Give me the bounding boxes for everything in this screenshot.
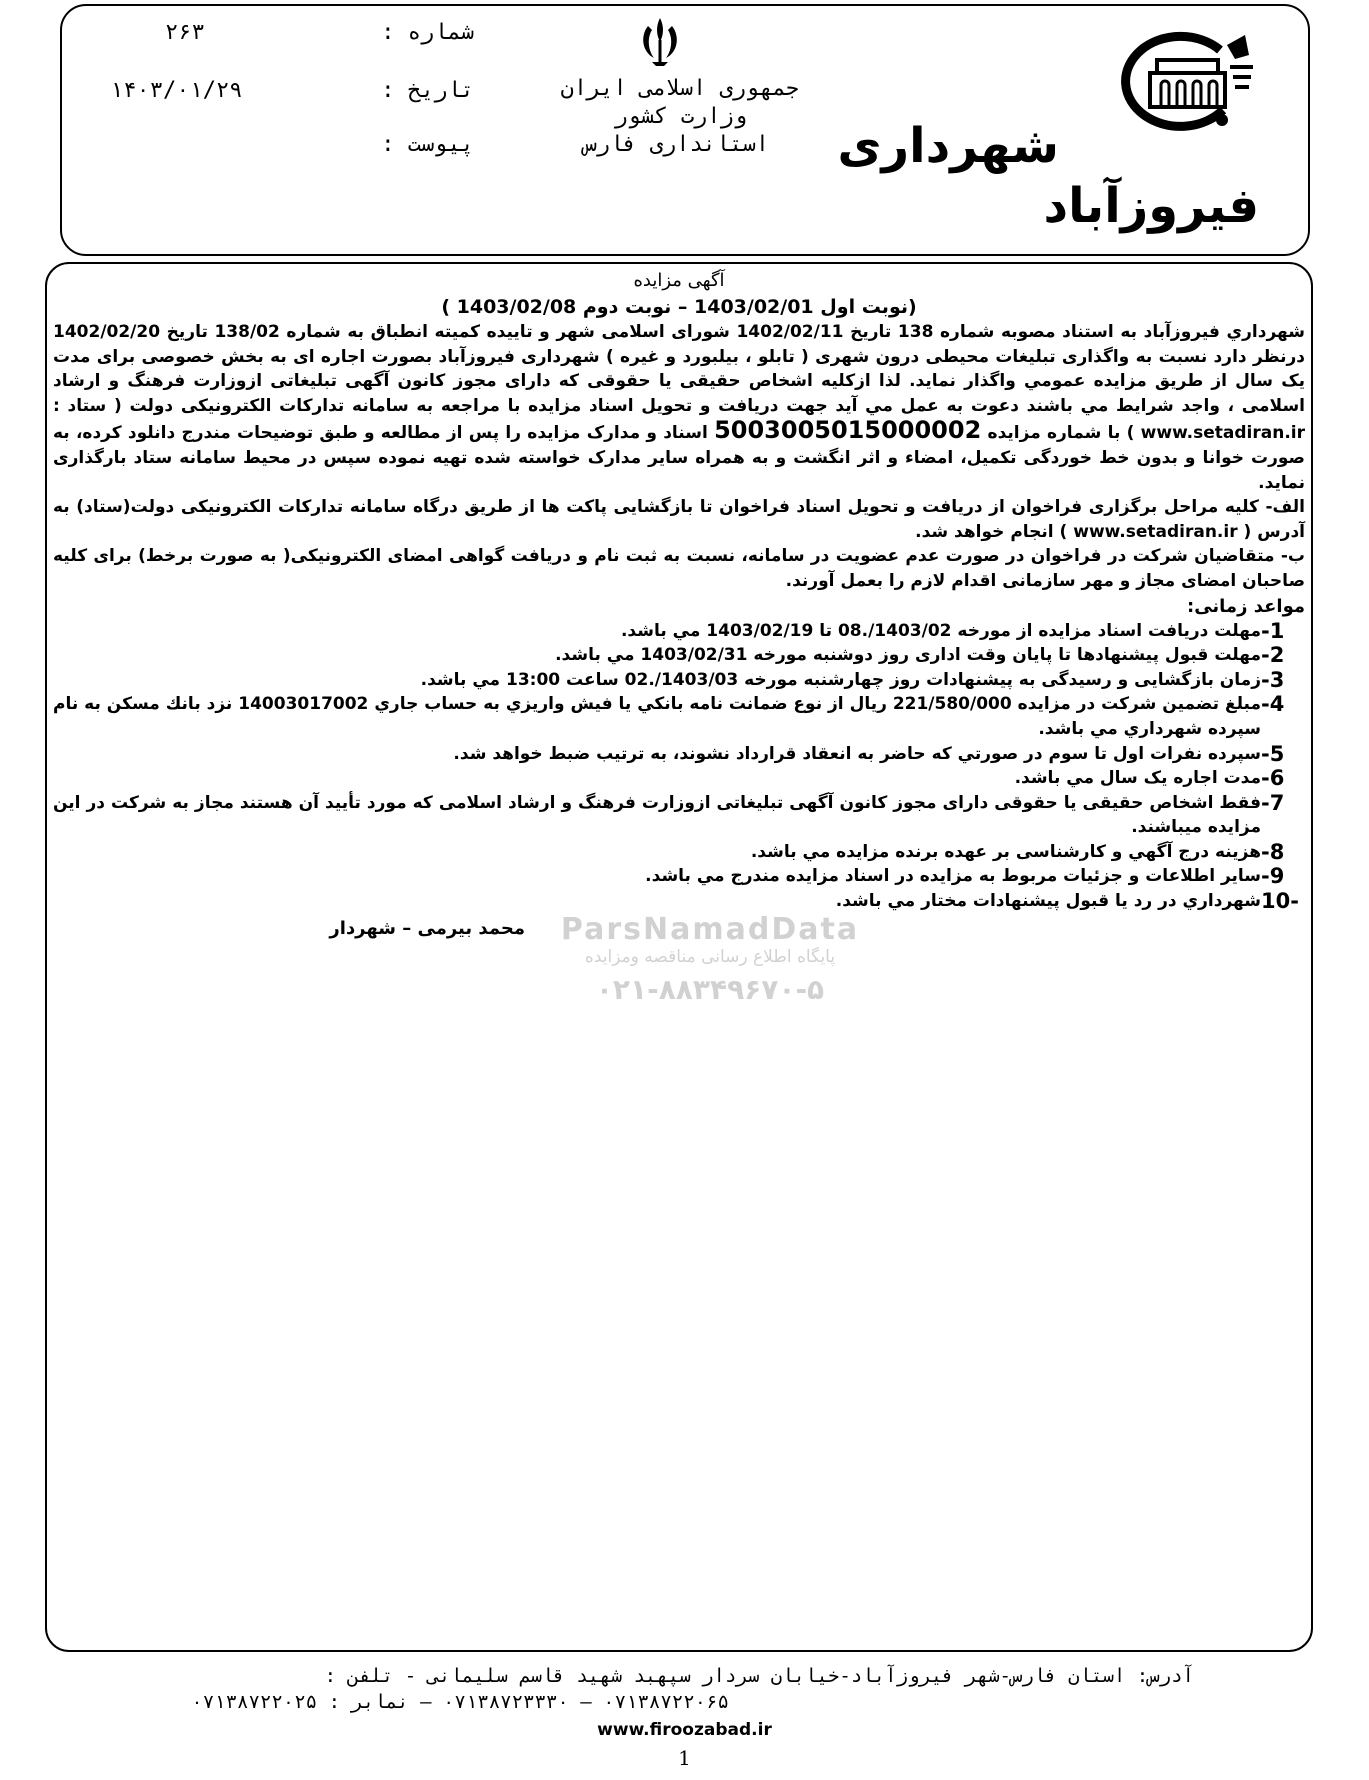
deadlines-heading: مواعد زمانی: bbox=[1187, 595, 1305, 617]
deadline-list bbox=[53, 619, 1305, 914]
date-label: تاریخ : bbox=[381, 78, 474, 103]
notice-intro bbox=[53, 320, 1305, 495]
item-text: مبلغ تضمين شركت در مزايده 221/580/000 ريال از نوع ضمانت نامه بانكي يا فيش واريزي به حساب جاري 14003017002 نزد بانك مسكن به نام سپرده شهرداري مي باشد. bbox=[53, 694, 1262, 739]
notice-title: آگهی مزایده bbox=[633, 270, 725, 291]
gov-line-3: استانداری فارس bbox=[583, 132, 769, 157]
list-item bbox=[53, 619, 1305, 644]
iran-emblem-icon bbox=[630, 12, 690, 72]
watermark-desc: پایگاه اطلاع رسانی مناقصه ومزایده bbox=[584, 947, 836, 967]
list-item bbox=[53, 643, 1305, 668]
item-text: فقط اشخاص حقيقی يا حقوقی دارای مجوز كانون آگهی تبليغاتی ازوزارت فرهنگ و ارشاد اسلامی كه مورد تأييد آن هستند مجاز به شركت در اين مزايده میباشند. bbox=[53, 792, 1261, 838]
list-item bbox=[53, 766, 1305, 791]
item-text: مدت اجاره يک سال مي باشد. bbox=[1014, 768, 1261, 789]
notice-rounds: (نوبت اول 1403/02/01 – نوبت دوم 1403/02/08 ) bbox=[441, 296, 917, 318]
clause-b: ب- متقاضيان شركت در فراخوان در صورت عدم عضويت در سامانه، نسبت به ثبت نام و دريافت گواهی امضای الكترونيكی( به صورت برخط) برای كليه صاحبان امضای مجاز و مهر سازمانی اقدام لازم را بعمل آورند. bbox=[53, 546, 1305, 591]
list-item bbox=[53, 742, 1305, 767]
list-item bbox=[53, 668, 1305, 693]
item-number: -6 bbox=[1261, 766, 1285, 791]
item-number: -5 bbox=[1261, 741, 1285, 766]
item-text: مهلت قبول پيشنهادها تا پايان وقت اداری روز دوشنبه مورخه 1403/02/31 مي باشد. bbox=[555, 645, 1261, 666]
footer-phones: ۰۷۱۳۸۷۲۲۰۶۵ – ۰۷۱۳۸۷۲۳۳۳۰ – نمابر : ۰۷۱۳۸۷۲۲۰۲۵ bbox=[191, 1691, 729, 1713]
intro-text: شهرداري فيروزآباد به استناد مصوبه شماره 138 تاريخ 1402/02/11 شورای اسلامی شهر و تاييده كميته انطباق به شماره 138/02 تاريخ 1402/02/20 درنظر دارد نسبت به واگذاری تبليغات محيطی درون شهری ( تابلو ، بيلبورد و غيره ) شهرداری فيروزآباد بصورت اجاره ای به بخش خصوصی برای مدت يک سال از طريق مزايده عمومي واگذار نمايد. لذا ازكليه اشخاص حقيقی يا حقوقی كه دارای مجوز كانون آگهی تبليغاتی ازوزارت فرهنگ و ارشاد اسلامی ، واجد شرايط مي باشند دعوت به عمل مي آيد جهت دريافت و تحويل اسناد مزايده با مراجعه به سامانه تداركات الكترونيكی دولت ( ستاد : www.setadiran.ir ) با شماره مزايده bbox=[53, 322, 1306, 444]
item-number: -3 bbox=[1261, 667, 1285, 692]
item-text: مهلت دريافت اسناد مزايده از مورخه 1403/02/.08 تا 1403/02/19 مي باشد. bbox=[620, 620, 1261, 641]
auction-number: 5003005015000002 bbox=[714, 416, 982, 445]
gov-line-1: جمهوری اسلامی ایران bbox=[560, 76, 799, 101]
item-text: شهرداري در رد يا قبول پيشنهادات مختار مي باشد. bbox=[835, 891, 1261, 912]
item-number: -4 bbox=[1261, 692, 1285, 717]
intro-continued: اسناد و مدارک مزايده را پس از مطالعه و طبق توضيحات مندرج دانلود كرده، به صورت خوانا و بدون خط خوردگی تكميل، امضاء و اثر انگشت و به همراه ساير مدارک خواسته شده تهيه نموده سپس در محيط سامانه ستاد بارگذاری نمايد. bbox=[53, 423, 1305, 493]
item-number: -9 bbox=[1261, 864, 1285, 889]
item-text: هزينه درج آگهي و كارشناسی بر عهده برنده مزايده مي باشد. bbox=[750, 841, 1261, 862]
number-value: ۲۶۳ bbox=[165, 20, 205, 45]
page-number: 1 bbox=[678, 1746, 691, 1770]
item-number: -2 bbox=[1261, 643, 1285, 668]
item-number: -8 bbox=[1261, 839, 1285, 864]
website-link[interactable]: www.firoozabad.ir bbox=[597, 1720, 772, 1740]
list-item bbox=[53, 692, 1305, 741]
city-name: فیروزآباد bbox=[1043, 178, 1259, 234]
watermark-brand: ParsNamadData bbox=[560, 912, 860, 947]
item-number: -7 bbox=[1261, 790, 1285, 815]
number-label: شماره : bbox=[381, 20, 474, 45]
municipality-logo-icon bbox=[1095, 25, 1255, 135]
watermark-phone: ۰۲۱-۸۸۳۴۹۶۷۰-۵ bbox=[595, 973, 825, 1006]
item-text: ساير اطلاعات و جزئيات مربوط به مزايده در اسناد مزايده مندرج مي باشد. bbox=[645, 866, 1261, 887]
footer-address: آدرس: استان فارس-شهر فیروزآباد-خیابان سردار سپهبد شهید قاسم سلیمانی - تلفن : bbox=[324, 1665, 1194, 1687]
list-item bbox=[53, 791, 1305, 840]
municipality-title: شهرداری bbox=[837, 118, 1059, 174]
signer-name: محمد بیرمی – شهردار bbox=[329, 917, 525, 939]
clause-a: الف- كليه مراحل برگزاری فراخوان از دريافت و تحويل اسناد فراخوان تا بازگشايی پاكت ها از طريق درگاه سامانه تداركات الكترونيكی دولت(ستاد) به آدرس ( www.setadiran.ir ) انجام خواهد شد. bbox=[53, 497, 1305, 542]
watermark bbox=[500, 880, 920, 1050]
item-number: -1 bbox=[1261, 618, 1285, 643]
item-text: زمان بازگشايی و رسيدگی به پيشنهادات روز چهارشنبه مورخه 1403/03/.02 ساعت 13:00 مي باشد. bbox=[420, 669, 1261, 690]
list-item bbox=[53, 840, 1305, 865]
date-value: ۱۴۰۳/۰۱/۲۹ bbox=[110, 78, 243, 103]
item-number: 10- bbox=[1261, 889, 1299, 914]
gov-line-2: وزارت کشور bbox=[614, 104, 747, 129]
notice-content bbox=[53, 268, 1305, 942]
attachment-label: پیوست : bbox=[381, 132, 474, 157]
item-text: سپرده نفرات اول تا سوم در صورتي كه حاضر به انعقاد قرارداد نشوند، به ترتيب ضبط خواهد شد. bbox=[453, 743, 1261, 764]
